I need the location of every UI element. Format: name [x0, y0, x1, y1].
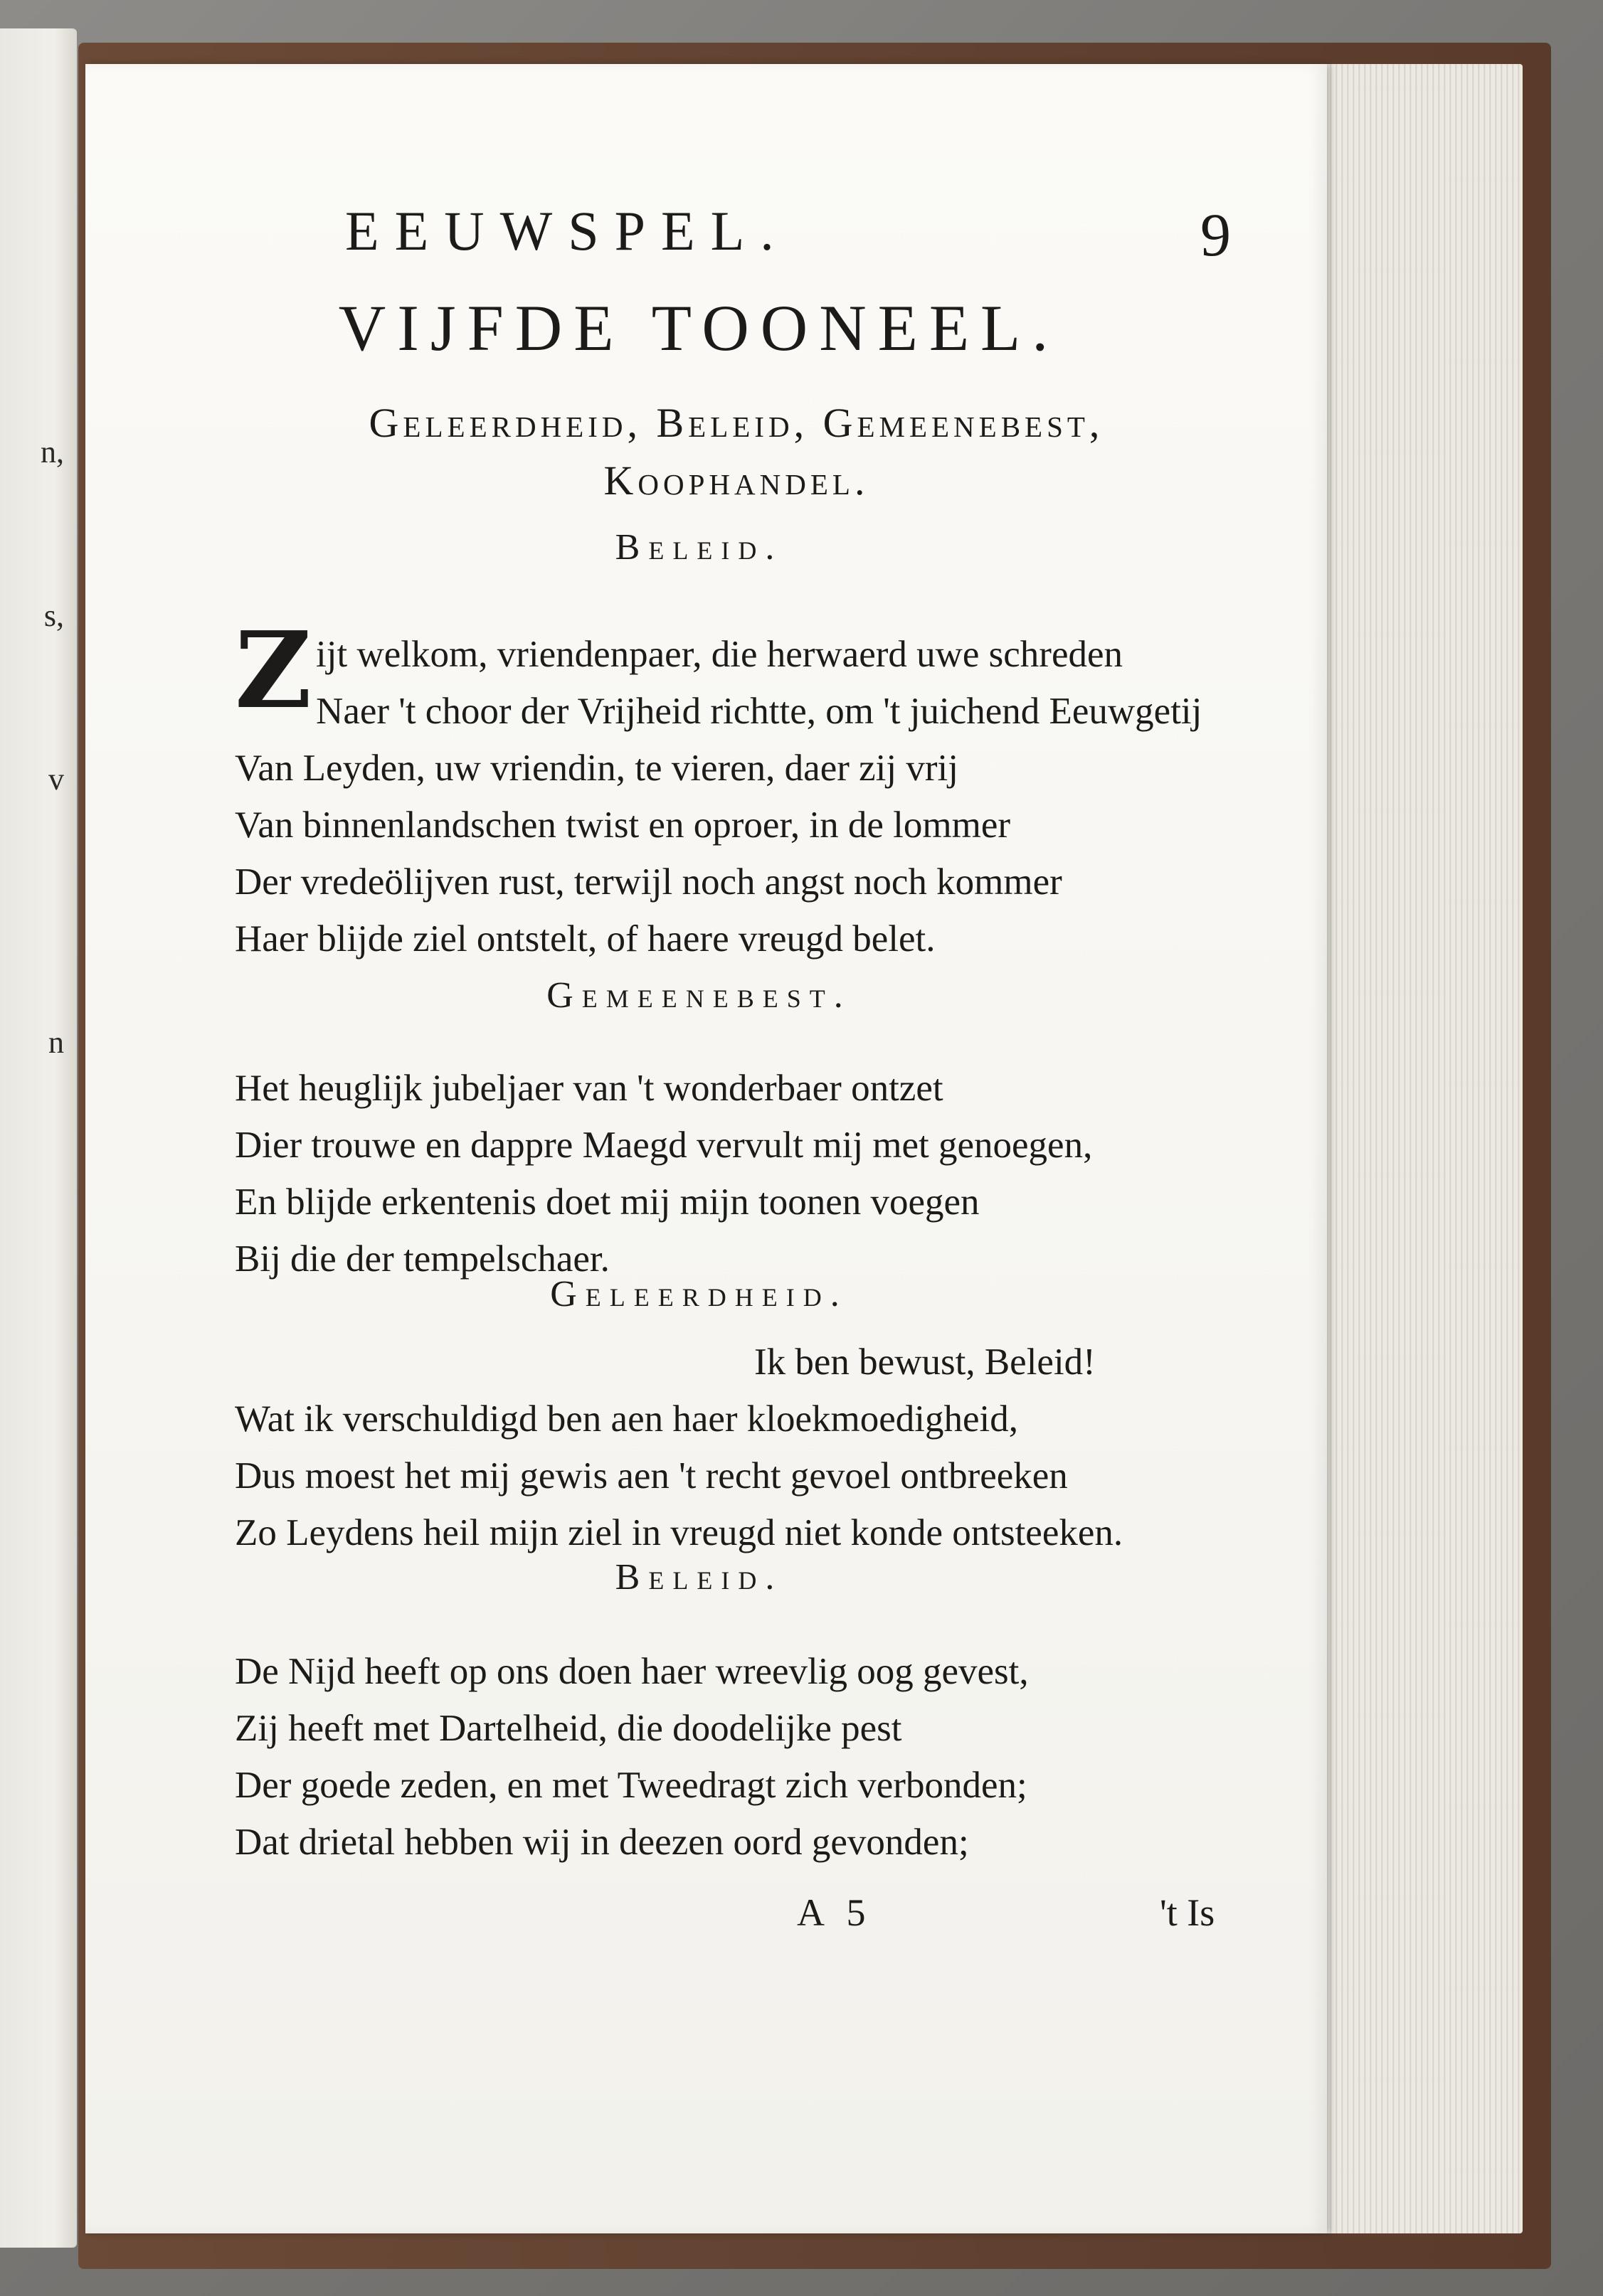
verse-line: Der vredeölijven rust, terwijl noch angst noch kommer — [235, 861, 1062, 903]
cast-line: Geleerdheid, Beleid, Gemeenebest, — [369, 400, 1104, 446]
catchword: 't Is — [1160, 1891, 1215, 1934]
speaker-name: Beleid. — [615, 527, 783, 568]
page-number: 9 — [1200, 201, 1231, 269]
scene-heading: VIJFDE TOONEEL. — [338, 292, 1060, 364]
verse-line: Van binnenlandschen twist en oproer, in de lommer — [235, 804, 1010, 846]
verse-block — [235, 1334, 1259, 1561]
left-page-fragment: s, — [43, 598, 64, 633]
verse-line: Bij die der tempelschaer. — [235, 1238, 610, 1280]
verse-line: ijt welkom, vriendenpaer, die herwaerd uwe schreden — [316, 634, 1123, 675]
verse-line: Dus moest het mij gewis aen 't recht gevoel ontbreeken — [235, 1455, 1068, 1497]
speaker-name: Beleid. — [615, 1557, 783, 1598]
verse-block — [235, 1060, 1259, 1287]
verse-line: Der goede zeden, en met Tweedragt zich verbonden; — [235, 1765, 1027, 1806]
left-page-fragment: n, — [41, 435, 64, 469]
verse-line: Wat ik verschuldigd ben aen haer kloekmoedigheid, — [235, 1398, 1019, 1440]
book-page — [85, 64, 1327, 2233]
verse-line-indented: Ik ben bewust, Beleid! — [754, 1341, 1096, 1383]
cast-line: Koophandel. — [603, 457, 869, 504]
verse-line: Dat drietal hebben wij in deezen oord gevonden; — [235, 1822, 969, 1863]
verse-line: Zij heeft met Dartelheid, die doodelijke pest — [235, 1708, 902, 1749]
verse-line: Dier trouwe en dappre Maegd vervult mij met genoegen, — [235, 1125, 1093, 1166]
signature-mark: A 5 — [797, 1891, 873, 1934]
left-page-fragment: v — [48, 762, 64, 797]
verse-line: Naer 't choor der Vrijheid richtte, om 't juichend Eeuwgetij — [316, 691, 1202, 732]
verse-block — [235, 608, 1259, 967]
running-head-title: EEUWSPEL. — [345, 200, 790, 262]
verse-line: De Nijd heeft op ons doen haer wreevlig oog gevest, — [235, 1651, 1029, 1692]
verse-line: Het heuglijk jubeljaer van 't wonderbaer ontzet — [235, 1068, 943, 1109]
page-stack-edge — [1309, 64, 1523, 2233]
running-head — [345, 199, 1231, 277]
speaker-name: Geleerdheid. — [550, 1274, 848, 1314]
drop-capital: Z — [235, 608, 312, 732]
verse-line: En blijde erkentenis doet mij mijn toonen voegen — [235, 1181, 980, 1223]
left-page-fragment: n — [48, 1025, 64, 1060]
cast-list — [249, 394, 1224, 509]
left-page — [0, 28, 77, 2248]
verse-line: Van Leyden, uw vriendin, te vieren, daer zij vrij — [235, 748, 958, 789]
speaker-name: Gemeenebest. — [546, 975, 852, 1016]
verse-line: Zo Leydens heil mijn ziel in vreugd niet konde ontsteeken. — [235, 1512, 1123, 1553]
verse-line: Haer blijde ziel ontstelt, of haere vreugd belet. — [235, 918, 936, 960]
verse-block — [235, 1643, 1259, 1871]
